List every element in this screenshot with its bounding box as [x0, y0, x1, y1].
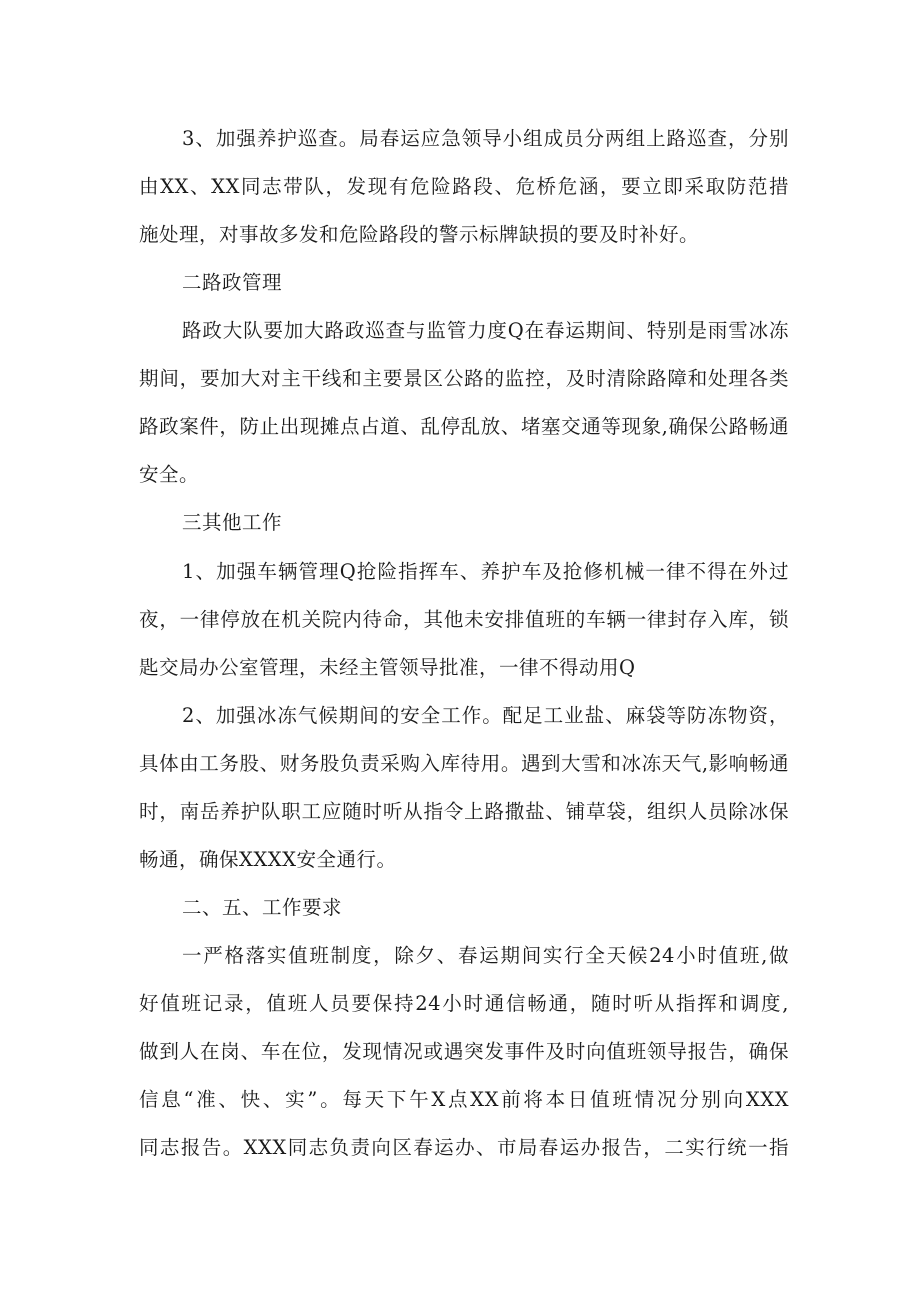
text-line: 由XX、XX同志带队，发现有危险路段、危桥危涵，要立即采取防范措 — [139, 175, 789, 198]
text-line: 安全。 — [139, 463, 200, 486]
text-line: 时，南岳养护队职工应随时听从指令上路撒盐、铺草袋，组织人员除冰保 — [139, 800, 789, 823]
section-heading: 二、五、工作要求 — [182, 896, 343, 919]
text-line: 一严格落实值班制度，除夕、春运期间实行全天候24小时值班,做 — [182, 944, 789, 967]
text-line: 匙交局办公室管理，未经主管领导批准，一律不得动用Q — [139, 656, 636, 679]
section-heading: 三其他工作 — [182, 511, 283, 534]
text-line: 期间，要加大对主干线和主要景区公路的监控，及时清除路障和处理各类 — [139, 367, 789, 390]
text-line: 做到人在岗、车在位，发现情况或遇突发事件及时向值班领导报告，确保 — [139, 1040, 789, 1063]
section-heading: 二路政管理 — [182, 271, 283, 294]
text-line: 夜，一律停放在机关院内待命，其他未安排值班的车辆一律封存入库，锁 — [139, 608, 789, 631]
text-line: 具体由工务股、财务股负责采购入库待用。遇到大雪和冰冻天气,影响畅通 — [139, 752, 789, 775]
text-line: 施处理，对事故多发和危险路段的警示标牌缺损的要及时补好。 — [139, 223, 700, 246]
text-line: 3、加强养护巡查。局春运应急领导小组成员分两组上路巡查，分别 — [182, 127, 789, 150]
text-line: 2、加强冰冻气候期间的安全工作。配足工业盐、麻袋等防冻物资， — [182, 704, 789, 727]
text-line: 路政大队要加大路政巡查与监管力度Q在春运期间、特别是雨雪冰冻 — [182, 319, 789, 342]
text-line: 好值班记录，值班人员要保持24小时通信畅通，随时听从指挥和调度, — [139, 992, 789, 1015]
text-line: 畅通，确保XXXX安全通行。 — [139, 848, 397, 871]
text-line: 同志报告。XXX同志负责向区春运办、市局春运办报告，二实行统一指 — [139, 1136, 789, 1159]
text-line: 信息“准、快、实”。每天下午X点XX前将本日值班情况分别向XXX — [139, 1088, 789, 1111]
text-line: 路政案件，防止出现摊点占道、乱停乱放、堵塞交通等现象,确保公路畅通 — [139, 415, 789, 438]
text-line: 1、加强车辆管理Q抢险指挥车、养护车及抢修机械一律不得在外过 — [182, 560, 789, 583]
